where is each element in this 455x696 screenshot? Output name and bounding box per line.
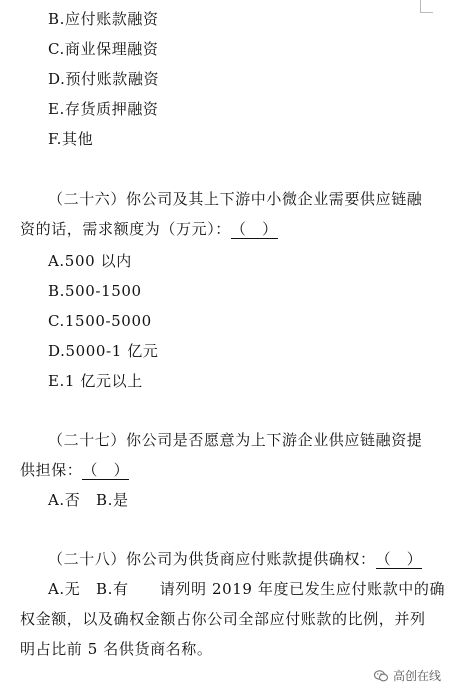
question-28-prompt: （二十八）你公司为供货商应付账款提供确权：	[48, 550, 376, 568]
option-f-prev: F.其他	[48, 130, 94, 148]
question-26-option-c: C.1500-5000	[48, 312, 152, 330]
watermark-text: 高创在线	[392, 669, 441, 683]
option-c-prev: C.商业保理融资	[48, 40, 159, 58]
option-d-prev: D.预付账款融资	[48, 70, 160, 88]
question-28-line4: 明占比前 5 名供货商名称。	[20, 640, 213, 658]
question-27-answer-blank[interactable]: （ ）	[82, 461, 130, 479]
question-26-prompt: 资的话，需求额度为（万元）：	[20, 220, 231, 238]
question-26-line1: （二十六）你公司及其上下游中小微企业需要供应链融	[48, 190, 423, 208]
page-corner-mark	[420, 0, 433, 13]
question-26-line2	[20, 219, 278, 239]
question-27-options: A.否 B.是	[48, 491, 129, 509]
question-28-answer-blank[interactable]: （ ）	[375, 550, 423, 568]
wechat-icon	[373, 668, 389, 684]
question-26-answer-blank[interactable]: （ ）	[230, 220, 278, 238]
question-27-line1: （二十七）你公司是否愿意为上下游企业供应链融资提	[48, 431, 423, 449]
question-27-line2	[20, 460, 129, 480]
question-28-line1	[48, 549, 422, 569]
option-b-prev: B.应付账款融资	[48, 10, 159, 28]
watermark	[373, 667, 441, 684]
question-26-option-a: A.500 以内	[48, 252, 132, 270]
question-26-option-e: E.1 亿元以上	[48, 372, 143, 390]
question-28-line3: 权金额，以及确权金额占你公司全部应付账款的比例，并列	[20, 610, 426, 628]
question-28-line2: A.无 B.有 请列明 2019 年度已发生应付账款中的确	[48, 580, 446, 598]
question-26-option-b: B.500-1500	[48, 282, 142, 300]
option-e-prev: E.存货质押融资	[48, 100, 159, 118]
question-26-option-d: D.5000-1 亿元	[48, 342, 159, 360]
question-27-prompt: 供担保：	[20, 461, 83, 479]
